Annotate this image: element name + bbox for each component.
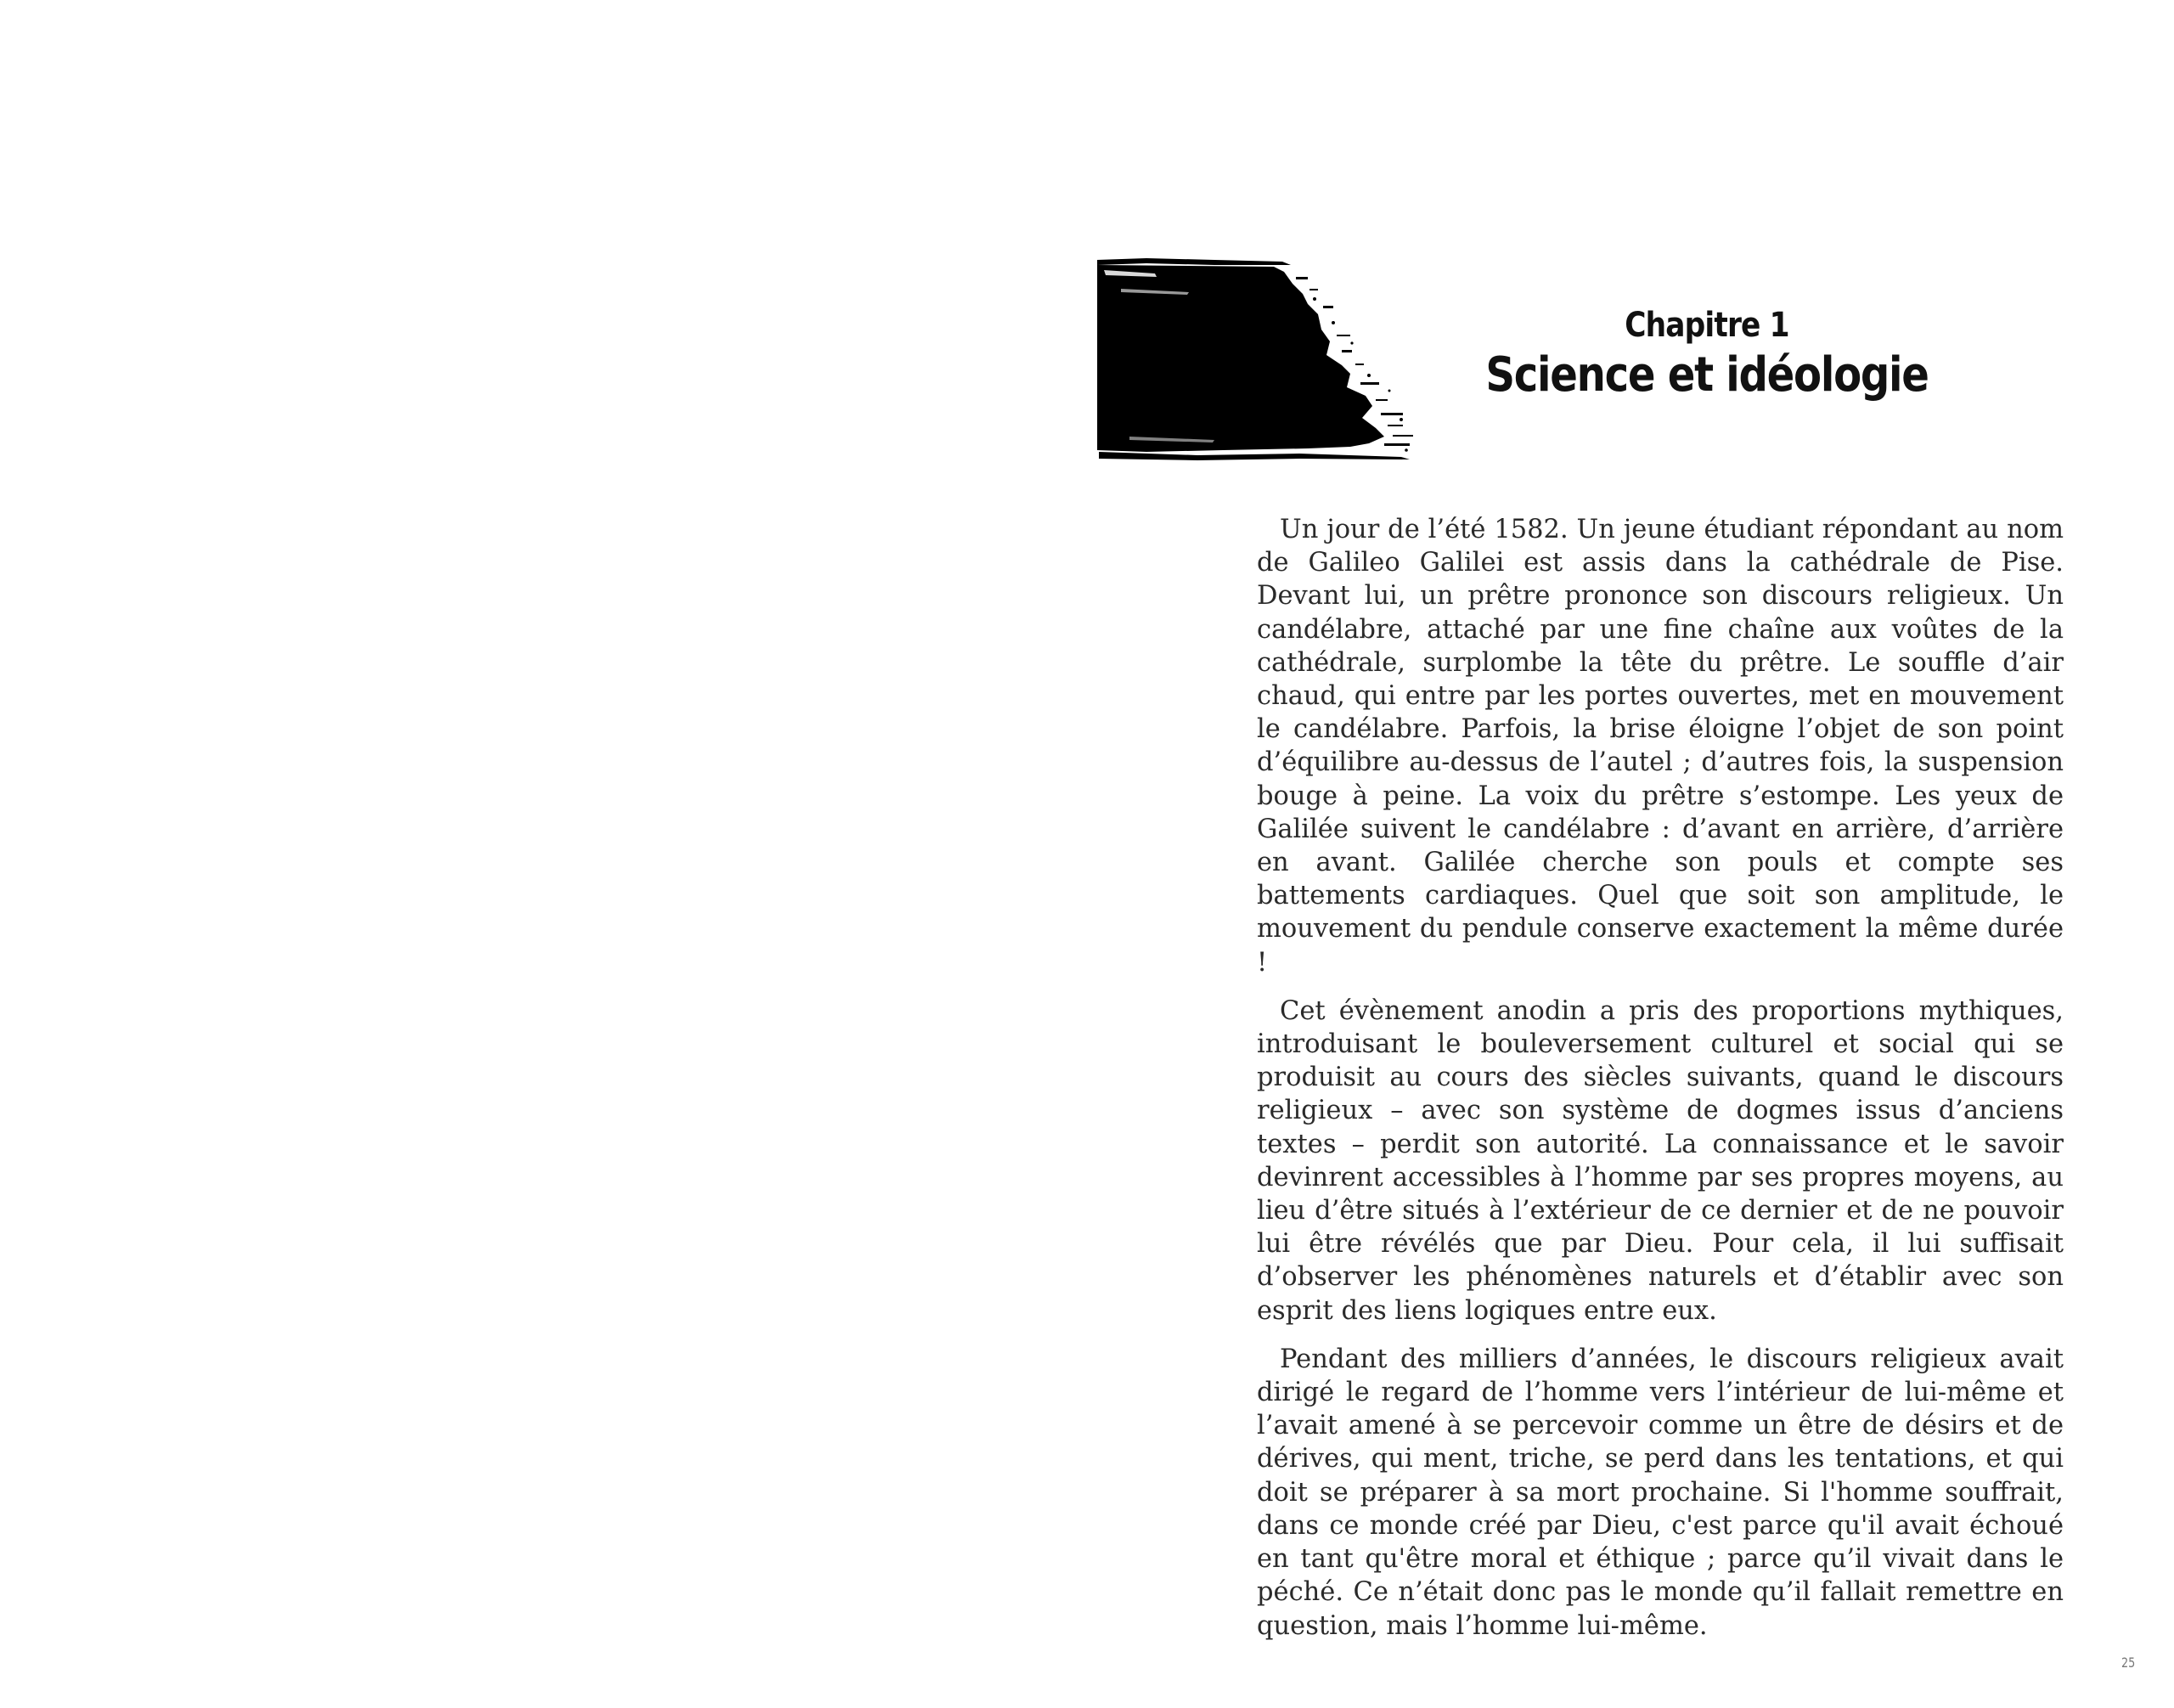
body-text bbox=[1257, 513, 2064, 1658]
paragraph: Cet évènement anodin a pris des proportions mythiques, introduisant le bouleversement culturel et social qui se produisit au cours des siècles suivants, quand le discours religieux – avec son système de dogmes issus d’anciens textes – perdit son autorité. La connaissance et le savoir devinrent accessibles à l’homme par ses propres moyens, au lieu d’être situés à l’extérieur de ce dernier et de ne pouvoir lui être révélés que par Dieu. Pour cela, il lui suffisait d’observer les phénomènes naturels et d’établir avec son esprit des liens logiques entre eux. bbox=[1257, 995, 2064, 1326]
chapter-label: Chapitre 1 bbox=[1625, 306, 1789, 345]
page-number: 25 bbox=[2121, 1654, 2136, 1671]
ink-brush-stroke bbox=[1095, 255, 1418, 463]
chapter-heading bbox=[1444, 306, 1970, 403]
paragraph: Pendant des milliers d’années, le discours religieux avait dirigé le regard de l’homme vers l’intérieur de lui-même et l’avait amené à se percevoir comme un être de désirs et de dérives, qui ment, triche, se perd dans les tentations, et qui doit se préparer à sa mort prochaine. Si l'homme souffrait, dans ce monde créé par Dieu, c'est parce qu'il avait échoué en tant qu'être moral et éthique ; parce qu’il vivait dans le péché. Ce n’était donc pas le monde qu’il fallait remettre en question, mais l’homme lui-même. bbox=[1257, 1344, 2064, 1641]
chapter-title: Science et idéologie bbox=[1485, 347, 1929, 403]
paragraph: Un jour de l’été 1582. Un jeune étudiant répondant au nom de Galileo Galilei est assis dans la cathédrale de Pise. Devant lui, un prêtre prononce son discours religieux. Un candélabre, attaché par une fine chaîne aux voûtes de la cathédrale, surplombe la tête du prêtre. Le souffle d’air chaud, qui entre par les portes ouvertes, met en mouvement le candélabre. Parfois, la brise éloigne l’objet de son point d’équilibre au-dessus de l’autel ; d’autres fois, la suspension bouge à peine. La voix du prêtre s’estompe. Les yeux de Galilée suivent le candélabre : d’avant en arrière, d’arrière en avant. Galilée cherche son pouls et compte ses battements cardiaques. Quel que soit son amplitude, le mouvement du pendule conserve exactement la même durée ! bbox=[1257, 515, 2064, 978]
